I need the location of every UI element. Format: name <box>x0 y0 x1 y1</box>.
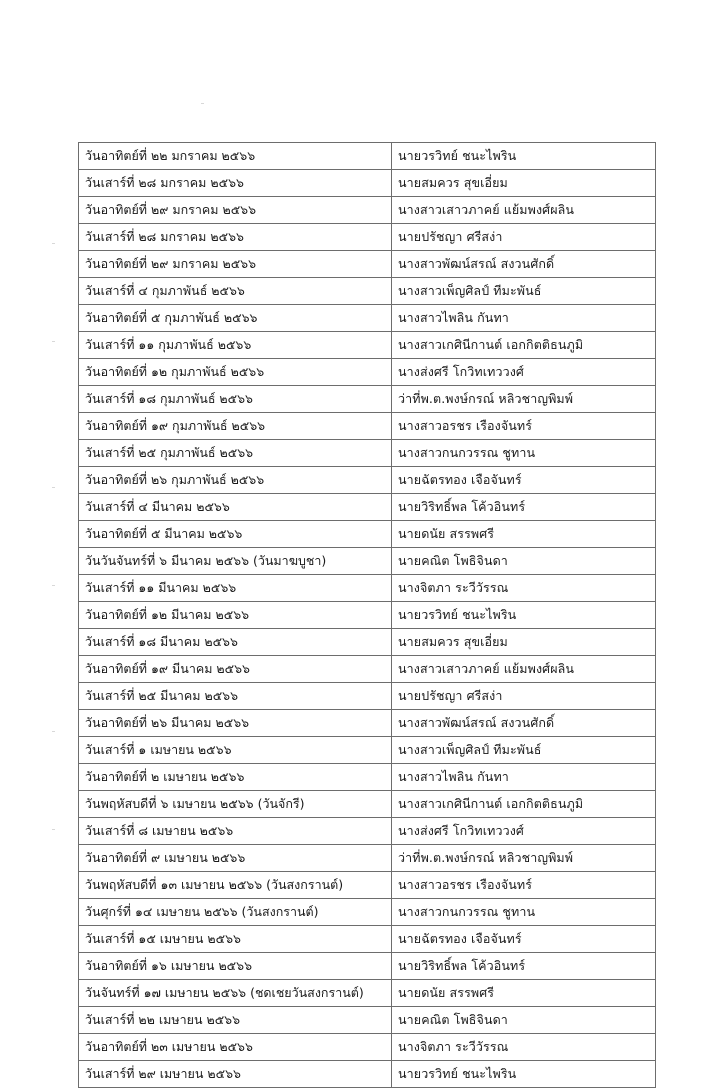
cell-name: นางสาวกนกวรรณ ชูทาน <box>392 899 656 926</box>
table-body <box>79 143 656 1088</box>
cell-date: วันเสาร์ที่ ๑๑ กุมภาพันธ์ ๒๕๖๖ <box>79 332 392 359</box>
cell-name: นายปรัชญา ศรีสง่า <box>392 683 656 710</box>
table-row <box>79 170 656 197</box>
cell-date: วันเสาร์ที่ ๘ เมษายน ๒๕๖๖ <box>79 818 392 845</box>
cell-name: นางสาวกนกวรรณ ชูทาน <box>392 440 656 467</box>
table-row <box>79 1007 656 1034</box>
cell-date: วันเสาร์ที่ ๑๕ เมษายน ๒๕๖๖ <box>79 926 392 953</box>
table-row <box>79 926 656 953</box>
cell-name: นางสาวเพ็ญศิลป์ ทีมะพันธ์ <box>392 278 656 305</box>
table-row <box>79 494 656 521</box>
table-row <box>79 818 656 845</box>
table-row <box>79 467 656 494</box>
table-row <box>79 602 656 629</box>
cell-date: วันอาทิตย์ที่ ๒ เมษายน ๒๕๖๖ <box>79 764 392 791</box>
cell-name: นางสาวไพลิน กันทา <box>392 764 656 791</box>
cell-date: วันอาทิตย์ที่ ๕ มีนาคม ๒๕๖๖ <box>79 521 392 548</box>
table-row <box>79 305 656 332</box>
cell-date: วันเสาร์ที่ ๑ เมษายน ๒๕๖๖ <box>79 737 392 764</box>
table-row <box>79 656 656 683</box>
table-row <box>79 278 656 305</box>
table-row <box>79 953 656 980</box>
cell-date: วันวันจันทร์ที่ ๖ มีนาคม ๒๕๖๖ (วันมาฆบูชา) <box>79 548 392 575</box>
table-row <box>79 440 656 467</box>
duty-roster-table <box>78 142 656 1088</box>
cell-name: นายสมควร สุขเอี่ยม <box>392 629 656 656</box>
cell-name: นางจิตภา ระวีวัรรณ <box>392 1034 656 1061</box>
cell-date: วันเสาร์ที่ ๒๕ กุมภาพันธ์ ๒๕๖๖ <box>79 440 392 467</box>
cell-name: นางสาวเสาวภาคย์ แย้มพงศ์ผลิน <box>392 197 656 224</box>
table-row <box>79 629 656 656</box>
cell-name: นางสาวพัฒน์สรณ์ สงวนศักดิ์ <box>392 251 656 278</box>
cell-date: วันอาทิตย์ที่ ๑๒ มีนาคม ๒๕๖๖ <box>79 602 392 629</box>
cell-date: วันอาทิตย์ที่ ๒๖ กุมภาพันธ์ ๒๕๖๖ <box>79 467 392 494</box>
cell-name: นางสาวอรชร เรืองจันทร์ <box>392 413 656 440</box>
table-row <box>79 683 656 710</box>
table-row <box>79 224 656 251</box>
table-row <box>79 1061 656 1088</box>
cell-name: นางสาวไพลิน กันทา <box>392 305 656 332</box>
cell-name: นายดนัย สรรพศรี <box>392 521 656 548</box>
table-row <box>79 197 656 224</box>
cell-date: วันพฤหัสบดีที่ ๑๓ เมษายน ๒๕๖๖ (วันสงกรานต์) <box>79 872 392 899</box>
cell-name: นายวิริทธิ์พล โค้วอินทร์ <box>392 494 656 521</box>
cell-date: วันเสาร์ที่ ๒๘ มกราคม ๒๕๖๖ <box>79 224 392 251</box>
cell-name: นายสมควร สุขเอี่ยม <box>392 170 656 197</box>
cell-date: วันอาทิตย์ที่ ๒๙ มกราคม ๒๕๖๖ <box>79 197 392 224</box>
cell-date: วันอาทิตย์ที่ ๙ เมษายน ๒๕๖๖ <box>79 845 392 872</box>
cell-name: ว่าที่พ.ต.พงษ์กรณ์ หลิวชาญพิมพ์ <box>392 386 656 413</box>
cell-date: วันเสาร์ที่ ๒๙ เมษายน ๒๕๖๖ <box>79 1061 392 1088</box>
table-row <box>79 710 656 737</box>
table-row <box>79 872 656 899</box>
cell-date: วันอาทิตย์ที่ ๒๖ มีนาคม ๒๕๖๖ <box>79 710 392 737</box>
cell-name: นายคณิต โพธิจินดา <box>392 548 656 575</box>
table-row <box>79 845 656 872</box>
table-row <box>79 737 656 764</box>
table-row <box>79 548 656 575</box>
cell-name: นางสาวเกศินีกานต์ เอกกิตติธนภูมิ <box>392 791 656 818</box>
cell-name: นายวรวิทย์ ชนะไพริน <box>392 1061 656 1088</box>
cell-date: วันอาทิตย์ที่ ๒๒ มกราคม ๒๕๖๖ <box>79 143 392 170</box>
cell-date: วันเสาร์ที่ ๒๕ มีนาคม ๒๕๖๖ <box>79 683 392 710</box>
cell-date: วันอาทิตย์ที่ ๑๖ เมษายน ๒๕๖๖ <box>79 953 392 980</box>
cell-name: นางสาวเพ็ญศิลป์ ทีมะพันธ์ <box>392 737 656 764</box>
table-row <box>79 359 656 386</box>
cell-name: นายฉัตรทอง เจือจันทร์ <box>392 926 656 953</box>
cell-date: วันเสาร์ที่ ๑๑ มีนาคม ๒๕๖๖ <box>79 575 392 602</box>
cell-name: นางสาวอรชร เรืองจันทร์ <box>392 872 656 899</box>
cell-date: วันเสาร์ที่ ๑๘ กุมภาพันธ์ ๒๕๖๖ <box>79 386 392 413</box>
cell-name: นางสาวเกศินีกานต์ เอกกิตติธนภูมิ <box>392 332 656 359</box>
cell-date: วันพฤหัสบดีที่ ๖ เมษายน ๒๕๖๖ (วันจักรี) <box>79 791 392 818</box>
cell-name: นางสาวเสาวภาคย์ แย้มพงศ์ผลิน <box>392 656 656 683</box>
table-row <box>79 251 656 278</box>
cell-date: วันเสาร์ที่ ๒๘ มกราคม ๒๕๖๖ <box>79 170 392 197</box>
table-row <box>79 764 656 791</box>
cell-date: วันจันทร์ที่ ๑๗ เมษายน ๒๕๖๖ (ชดเชยวันสงกรานต์) <box>79 980 392 1007</box>
cell-name: นางสาวพัฒน์สรณ์ สงวนศักดิ์ <box>392 710 656 737</box>
cell-date: วันเสาร์ที่ ๒๒ เมษายน ๒๕๖๖ <box>79 1007 392 1034</box>
table-row <box>79 386 656 413</box>
cell-date: วันอาทิตย์ที่ ๒๙ มกราคม ๒๕๖๖ <box>79 251 392 278</box>
cell-name: นางส่งศรี โกวิทเทววงศ์ <box>392 359 656 386</box>
cell-name: นายปรัชญา ศรีสง่า <box>392 224 656 251</box>
cell-date: วันเสาร์ที่ ๔ มีนาคม ๒๕๖๖ <box>79 494 392 521</box>
table-row <box>79 1034 656 1061</box>
cell-date: วันอาทิตย์ที่ ๑๙ มีนาคม ๒๕๖๖ <box>79 656 392 683</box>
cell-date: วันอาทิตย์ที่ ๑๙ กุมภาพันธ์ ๒๕๖๖ <box>79 413 392 440</box>
cell-name: ว่าที่พ.ต.พงษ์กรณ์ หลิวชาญพิมพ์ <box>392 845 656 872</box>
table-row <box>79 899 656 926</box>
cell-name: นายวิริทธิ์พล โค้วอินทร์ <box>392 953 656 980</box>
cell-name: นายดนัย สรรพศรี <box>392 980 656 1007</box>
cell-name: นายฉัตรทอง เจือจันทร์ <box>392 467 656 494</box>
cell-name: นางจิตภา ระวีวัรรณ <box>392 575 656 602</box>
cell-name: นายวรวิทย์ ชนะไพริน <box>392 143 656 170</box>
cell-date: วันเสาร์ที่ ๑๘ มีนาคม ๒๕๖๖ <box>79 629 392 656</box>
cell-name: นายคณิต โพธิจินดา <box>392 1007 656 1034</box>
cell-date: วันศุกร์ที่ ๑๔ เมษายน ๒๕๖๖ (วันสงกรานต์) <box>79 899 392 926</box>
cell-name: นายวรวิทย์ ชนะไพริน <box>392 602 656 629</box>
cell-date: วันเสาร์ที่ ๔ กุมภาพันธ์ ๒๕๖๖ <box>79 278 392 305</box>
table-row <box>79 791 656 818</box>
cell-date: วันอาทิตย์ที่ ๑๒ กุมภาพันธ์ ๒๕๖๖ <box>79 359 392 386</box>
table-row <box>79 575 656 602</box>
table-row <box>79 521 656 548</box>
cell-date: วันอาทิตย์ที่ ๒๓ เมษายน ๒๕๖๖ <box>79 1034 392 1061</box>
cell-name: นางส่งศรี โกวิทเทววงศ์ <box>392 818 656 845</box>
table-row <box>79 980 656 1007</box>
table-row <box>79 332 656 359</box>
table-row <box>79 143 656 170</box>
cell-date: วันอาทิตย์ที่ ๕ กุมภาพันธ์ ๒๕๖๖ <box>79 305 392 332</box>
table-row <box>79 413 656 440</box>
